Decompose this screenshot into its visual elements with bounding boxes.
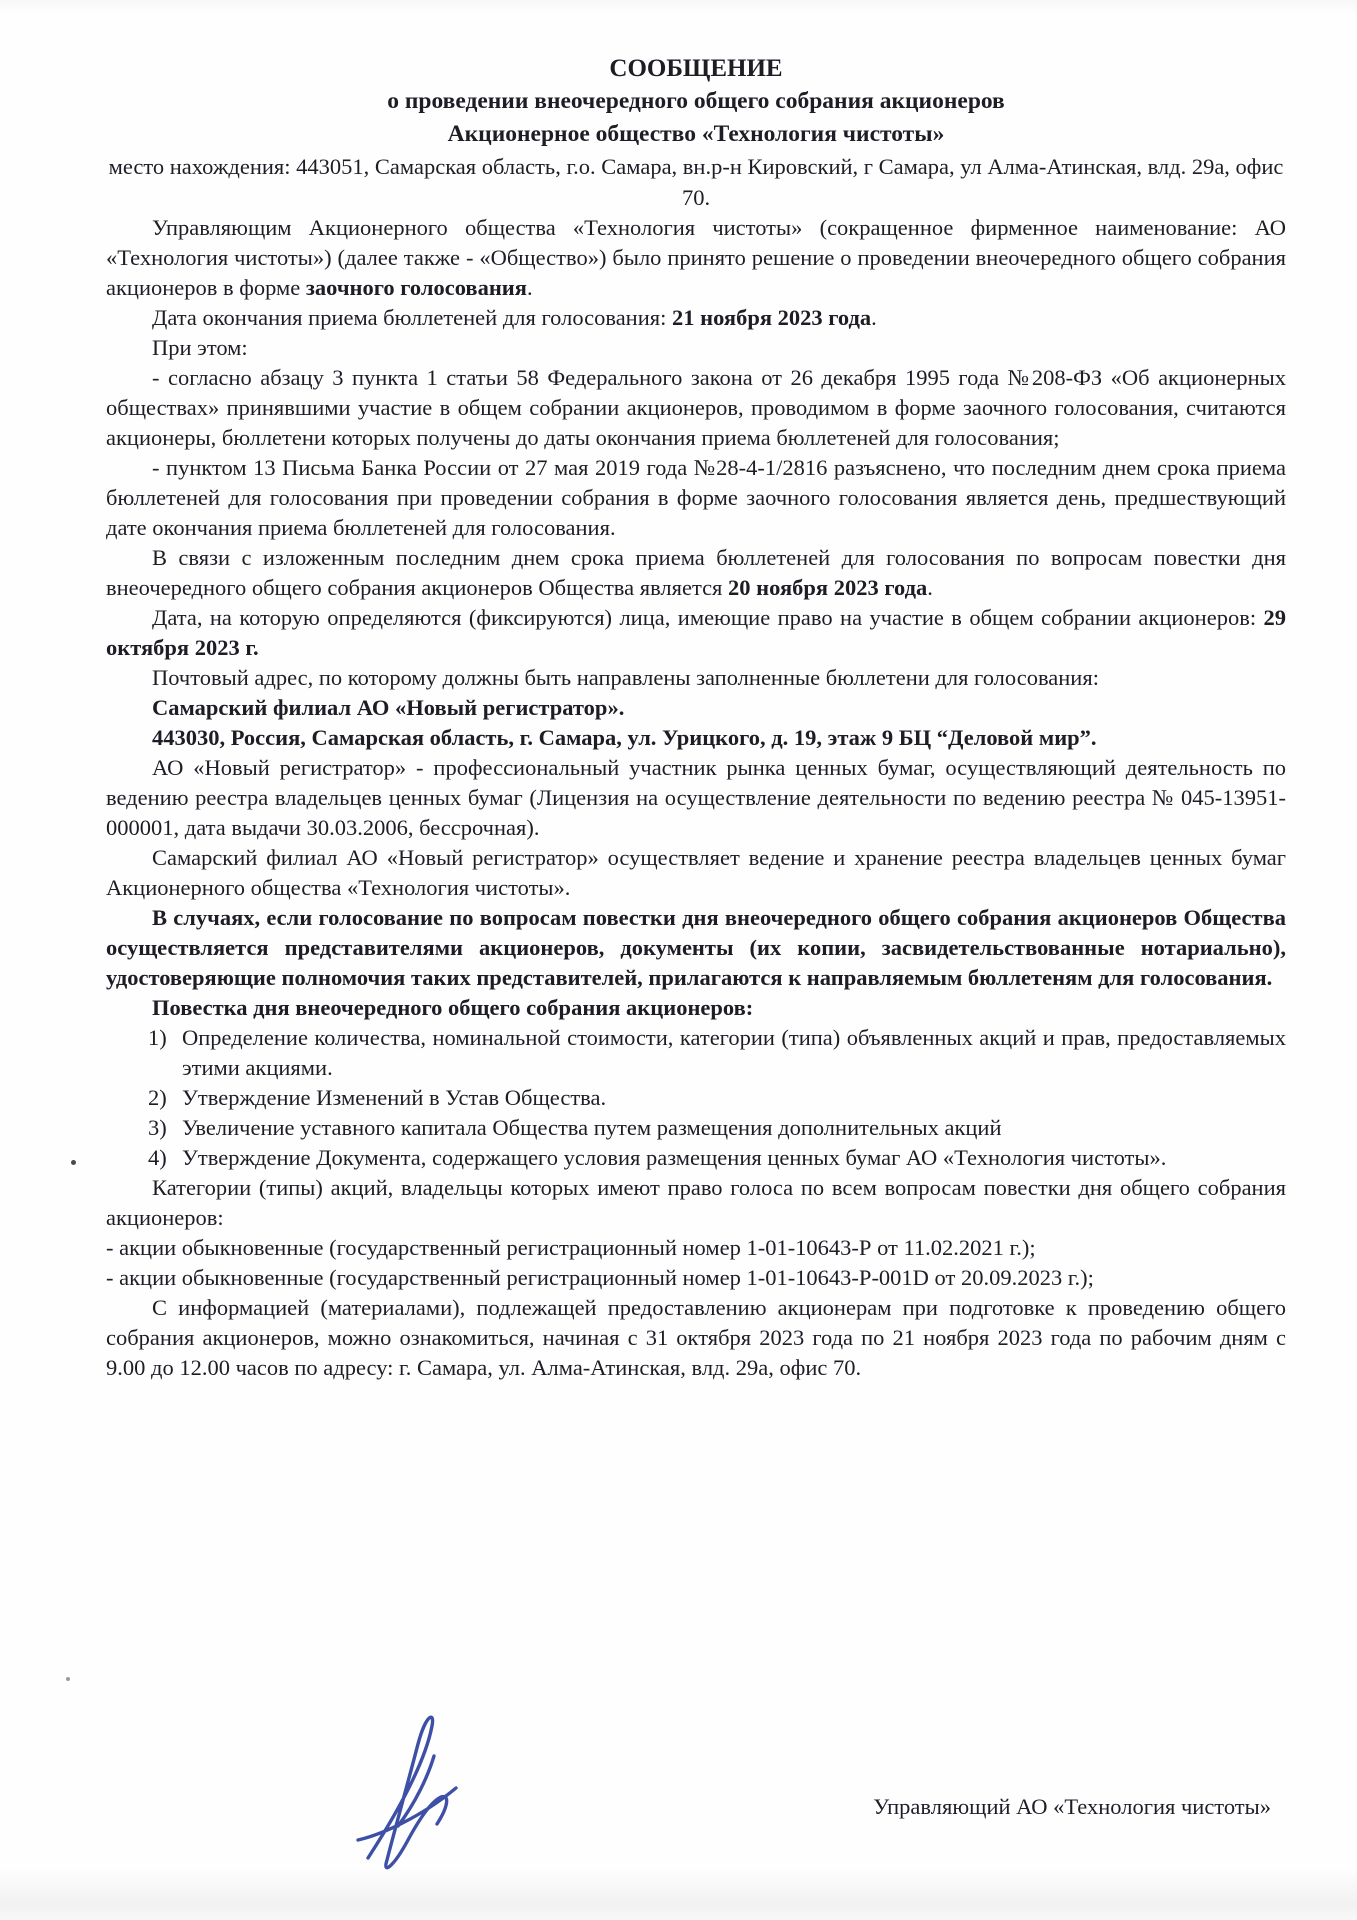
document-content [106, 52, 1286, 1383]
agenda-item-text: Увеличение уставного капитала Общества путем размещения дополнительных акций [182, 1115, 1002, 1140]
registrar-description: АО «Новый регистратор» - профессиональный участник рынка ценных бумаг, осуществляющий деятельность по ведению реестра владельцев ценных бумаг (Лицензия на осуществление деятельности по ведению реестра № 045-13951-000001, дата выдачи 30.03.2006, бессрочная). [106, 755, 1286, 840]
agenda-item-number: 4) [148, 1145, 167, 1170]
law-clause-1: - согласно абзацу 3 пункта 1 статьи 58 Федерального закона от 26 декабря 1995 года №208-ФЗ «Об акционерных обществах» принявшими участие в общем собрании акционеров, проводимом в форме заочного голосования, считаются акционеры, бюллетени которых получены до даты окончания приема бюллетеней для голосования; [106, 365, 1286, 450]
materials-paragraph: С информацией (материалами), подлежащей предоставлению акционерам при подготовке к проведению общего собрания акционеров, можно ознакомиться, начиная с 31 октября 2023 года по 21 ноября 2023 года по рабочим дням с 9.00 до 12.00 часов по адресу: г. Самара, ул. Алма-Атинская, влд. 29а, офис 70. [106, 1295, 1286, 1380]
registrar-role: Самарский филиал АО «Новый регистратор» осуществляет ведение и хранение реестра владельцев ценных бумаг Акционерного общества «Технология чистоты». [106, 845, 1286, 900]
deadline-paragraph [106, 303, 1286, 333]
conclusion-text: В связи с изложенным последним днем срока приема бюллетеней для голосования по вопросам повестки дня внеочередного общего собрания акционеров Общества является [106, 545, 1286, 600]
scan-edge-artifact-bottom [0, 1868, 1357, 1920]
signer-title: Управляющий АО «Технология чистоты» [873, 1794, 1271, 1819]
agenda-title: Повестка дня внеочередного общего собрания акционеров: [152, 995, 754, 1020]
law-clause-2: - пунктом 13 Письма Банка России от 27 мая 2019 года №28-4-1/2816 разъяснено, что последним днем срока приема бюллетеней для голосования при проведении собрания в форме заочного голосования является день, предшествующий дате окончания приема бюллетеней для голосования. [106, 455, 1286, 540]
deadline-period: . [871, 305, 877, 330]
agenda-item-text: Утверждение Изменений в Устав Общества. [182, 1085, 607, 1110]
intro-period: . [526, 275, 533, 300]
share-category-1: - акции обыкновенные (государственный регистрационный номер 1-01-10643-Р от 11.02.2021 г.); [106, 1235, 1036, 1260]
share-category-2: - акции обыкновенные (государственный регистрационный номер 1-01-10643-Р-001D от 20.09.2023 г.); [106, 1265, 1094, 1290]
record-date-text: Дата, на которую определяются (фиксируются) лица, имеющие право на участие в общем собрании акционеров: [152, 605, 1264, 630]
last-day-date-bold: 20 ноября 2023 года [728, 575, 928, 600]
signature-ink [328, 1706, 572, 1878]
agenda-item-number: 2) [148, 1085, 167, 1110]
scan-edge-artifact-top [0, 0, 1357, 14]
agenda-item-number: 1) [148, 1025, 167, 1050]
intro-paragraph [106, 213, 1286, 303]
agenda-item-number: 3) [148, 1115, 167, 1140]
company-name: Акционерное общество «Технология чистоты» [447, 121, 945, 147]
document-subtitle: о проведении внеочередного общего собрания акционеров [387, 88, 1005, 114]
agenda-item [106, 1023, 1286, 1083]
share-categories-intro: Категории (типы) акций, владельцы которых имеют право голоса по всем вопросам повестки дня общего собрания акционеров: [106, 1175, 1286, 1230]
agenda-item [106, 1143, 1286, 1173]
intro-text: Управляющим Акционерного общества «Технология чистоты» (сокращенное фирменное наименование: АО «Технология чистоты») (далее также - «Общество») было принято решение о проведении внеочередного общего собрания акционеров в форме [106, 215, 1286, 300]
postal-intro: Почтовый адрес, по которому должны быть направлены заполненные бюллетени для голосования: [152, 665, 1099, 690]
agenda-item-text: Утверждение Документа, содержащего условия размещения ценных бумаг АО «Технология чистоты». [182, 1145, 1167, 1170]
agenda-item-text: Определение количества, номинальной стоимости, категории (типа) объявленных акций и прав, предоставляемых этими акциями. [182, 1025, 1286, 1080]
conclusion-paragraph [106, 543, 1286, 603]
scan-dot-artifact [66, 1677, 70, 1681]
record-date-bold: 29 октября 2023 г. [106, 605, 1286, 660]
conclusion-period: . [927, 575, 933, 600]
signature-stroke [358, 1717, 456, 1868]
deadline-date-bold: 21 ноября 2023 года [672, 305, 872, 330]
registrar-branch-name: Самарский филиал АО «Новый регистратор». [152, 695, 625, 720]
record-date-paragraph [106, 603, 1286, 663]
registrar-address: 443030, Россия, Самарская область, г. Самара, ул. Урицкого, д. 19, этаж 9 БЦ “Деловой мир”. [152, 725, 1097, 750]
agenda-item [106, 1113, 1286, 1143]
voting-form-bold: заочного голосования [305, 275, 527, 300]
document-title: СООБЩЕНИЕ [609, 55, 783, 82]
proxy-notice-bold: В случаях, если голосование по вопросам повестки дня внеочередного общего собрания акционеров Общества осуществляется представителями акционеров, документы (их копии, засвидетельствованные нотариально), удостоверяющие полномочия таких представителей, прилагаются к направляемым бюллетеням для голосования. [106, 905, 1286, 990]
company-address: место нахождения: 443051, Самарская область, г.о. Самара, вн.р-н Кировский, г Самара, ул Алма-Атинская, влд. 29а, офис 70. [108, 154, 1284, 210]
agenda-item [106, 1083, 1286, 1113]
scan-dot-artifact [71, 1160, 76, 1165]
deadline-text: Дата окончания приема бюллетеней для голосования: [152, 305, 672, 330]
pri-etom-line: При этом: [152, 335, 248, 360]
